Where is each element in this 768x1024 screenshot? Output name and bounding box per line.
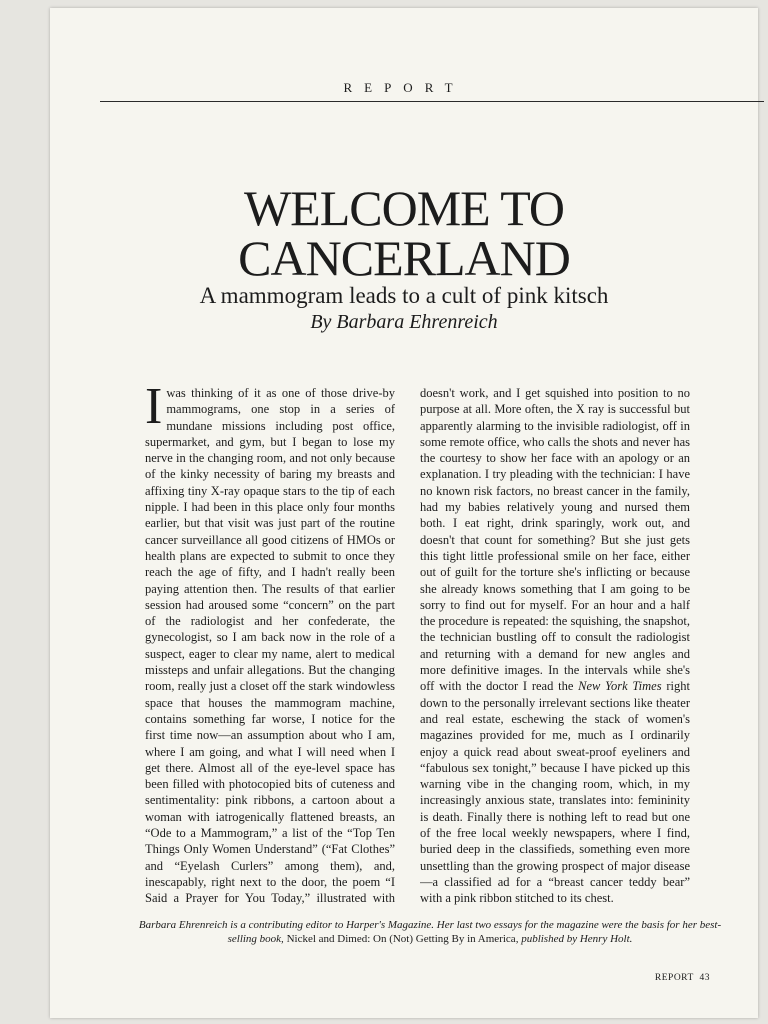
title-line-1: WELCOME TO: [243, 180, 565, 236]
paragraph-text: was thinking of it as one of those drive-by mammograms, one stop in a series of mundane missions including post office, supermarket, and gym, but I began to lose my nerve in the changing room, and not only because of the kinky necessity of baring my breasts and affixing tiny X-ray opaque stars to the tip of each nipple. I had been in this place only four months earlier, but that visit was just part of the routine cancer surveillance all good citizens of HMOs or health plans are expected to submit to once they reach the age of fifty, and I hadn't really been paying attention then. The results of that earlier session had aroused some “concern” on the part of the radiologist and her confederate, the gynecologist, so I am back now in the role of a suspect, eager to clear my name, alert to medical missteps and unfair allegations. But the changing room, really just a closet off the stark windowless space that houses the mammogram machine, contains something far worse, I notice for the first time now—an assumption about who I am, where I am going, and what I will need when I get there. Almost all of the eye-level space has been filled with photocopied bits of cuteness and sentimentality: pink ribbons, a cartoon about a woman with iatrogenically flattened breasts, an “Ode to a Mammogram,” a list of the “Top Ten Things Only Women Understand” (“Fat Clothes” and “Eyelash Curlers” among them), and, inescapably, right next to the door, the poem “I Said a Prayer for You Today,” illustrated with: [145, 386, 395, 905]
paragraph-text: doesn't work, and I get squished into position to no purpose at all. More often, the X ray is successful but apparently alarming to the invisible radiologist, off in some remote office, who calls the shots and never has the courtesy to show her face with an apology or an explanation. I try pleading with the technician: I have no known risk factors, no breast cancer in the family, had my babies relatively young and nursed them both. I eat right, drink sparingly, work out, and doesn't that count for something? But she just gets this tight little professional smile on her face, either out of guilt for the torture she's inflicting or because she already knows something that I am going to be sorry to find out for myself. For an hour and a half the procedure is repeated: the squishing, the snapshot, the technician bustling off to consult the radiologist and returning with a demand for new angles and more definitive images. In the intervals while she's off with the doctor I read the: [420, 386, 690, 694]
footnote-text: Barbara Ehrenreich is a contributing editor to Harper's Magazine. Her last two essays for the magazine were the basis for her best-selling book,: [138, 919, 722, 945]
header-rule: [100, 101, 764, 102]
article-title: [50, 180, 758, 286]
body-paragraph: [145, 385, 395, 905]
book-title: Nickel and Dimed: On (Not) Getting By in America: [286, 933, 516, 945]
body-paragraph: [420, 385, 690, 905]
folio-label: REPORT: [654, 973, 694, 983]
drop-cap: I: [145, 385, 163, 435]
magazine-page: [50, 8, 758, 1018]
page-folio: [655, 973, 710, 983]
page-number: 43: [699, 973, 710, 983]
title-line-2: CANCERLAND: [238, 230, 570, 286]
publication-title: New York Times: [578, 679, 662, 694]
paragraph-text: right down to the personally irrelevant sections like theater and real estate, eschewing the stack of women's magazines provided for me, much as I ordinarily enjoy a quick read about sweat-proof eyeliners and “fabulous sex tonight,” because I have picked up this warning vibe in the changing room, which, in my increasingly anxious state, translates into: femininity is death. Finally there is nothing left to read but one of the free local weekly newspapers, where I find, buried deep in the classifieds, something even more unsettling than the growing prospect of major disease—a classified ad for a “breast cancer teddy bear” with a pink ribbon stitched to its chest.: [420, 679, 690, 905]
article-subtitle: A mammogram leads to a cult of pink kitsch: [199, 283, 609, 308]
body-column-right: [420, 385, 690, 905]
footnote-text: , published by Henry Holt.: [515, 933, 633, 945]
section-label: REPORT: [343, 80, 465, 95]
article-byline: By Barbara Ehrenreich: [310, 311, 498, 333]
body-column-left: [145, 385, 395, 905]
author-footnote: [130, 918, 730, 946]
